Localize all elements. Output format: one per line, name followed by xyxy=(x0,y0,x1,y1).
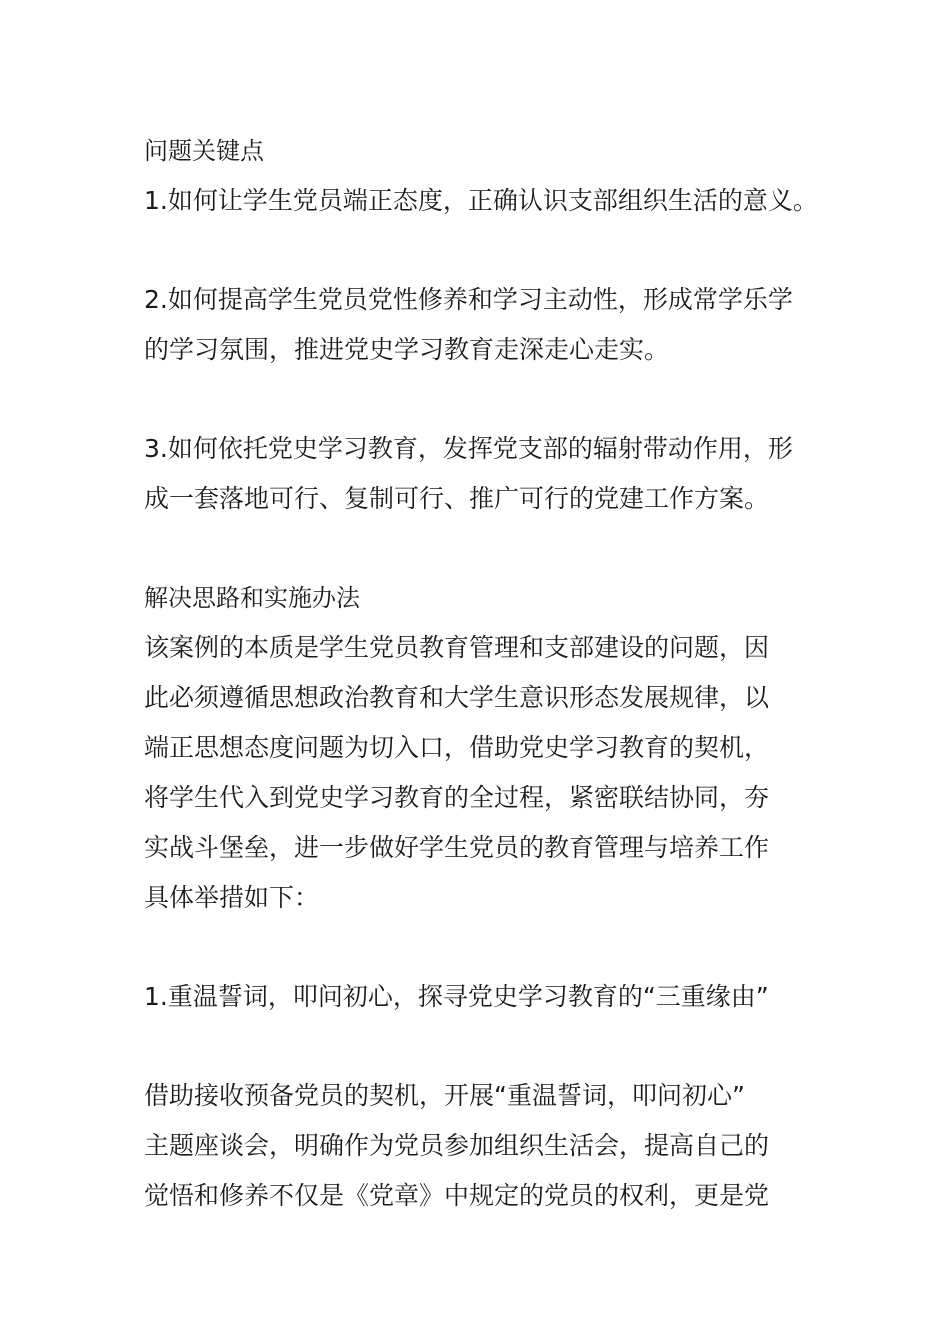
problem-item-1: 1.如何让学生党员端正态度，正确认识支部组织生活的意义。 xyxy=(144,186,818,215)
solution-paragraph-line: 实战斗堡垒，进一步做好学生党员的教育管理与培养工作 xyxy=(144,833,770,862)
measure-1-paragraph-line: 觉悟和修养不仅是《党章》中规定的党员的权利，更是党 xyxy=(144,1181,770,1210)
problem-item-3-line-2: 成一套落地可行、复制可行、推广可行的党建工作方案。 xyxy=(144,484,770,513)
solution-paragraph-line: 具体举措如下： xyxy=(144,883,320,912)
solution-paragraph-line: 端正思想态度问题为切入口，借助党史学习教育的契机， xyxy=(144,733,770,762)
measure-1-paragraph-line: 主题座谈会，明确作为党员参加组织生活会，提高自己的 xyxy=(144,1131,770,1160)
solution-paragraph-line: 此必须遵循思想政治教育和大学生意识形态发展规律，以 xyxy=(144,683,770,712)
measure-1-paragraph-line: 借助接收预备党员的契机，开展“重温誓词，叩问初心” xyxy=(144,1081,745,1110)
problem-item-3-line-1: 3.如何依托党史学习教育，发挥党支部的辐射带动作用，形 xyxy=(144,434,793,463)
problem-item-2-line-1: 2.如何提高学生党员党性修养和学习主动性，形成常学乐学 xyxy=(144,285,793,314)
section-heading-key-problems: 问题关键点 xyxy=(144,137,264,165)
solution-paragraph-line: 该案例的本质是学生党员教育管理和支部建设的问题，因 xyxy=(144,633,770,662)
section-heading-solutions: 解决思路和实施办法 xyxy=(144,584,360,612)
measure-1-title: 1.重温誓词，叩问初心，探寻党史学习教育的“三重缘由” xyxy=(144,982,769,1011)
problem-item-2-line-2: 的学习氛围，推进党史学习教育走深走心走实。 xyxy=(144,335,670,364)
solution-paragraph-line: 将学生代入到党史学习教育的全过程，紧密联结协同，夯 xyxy=(144,783,770,812)
